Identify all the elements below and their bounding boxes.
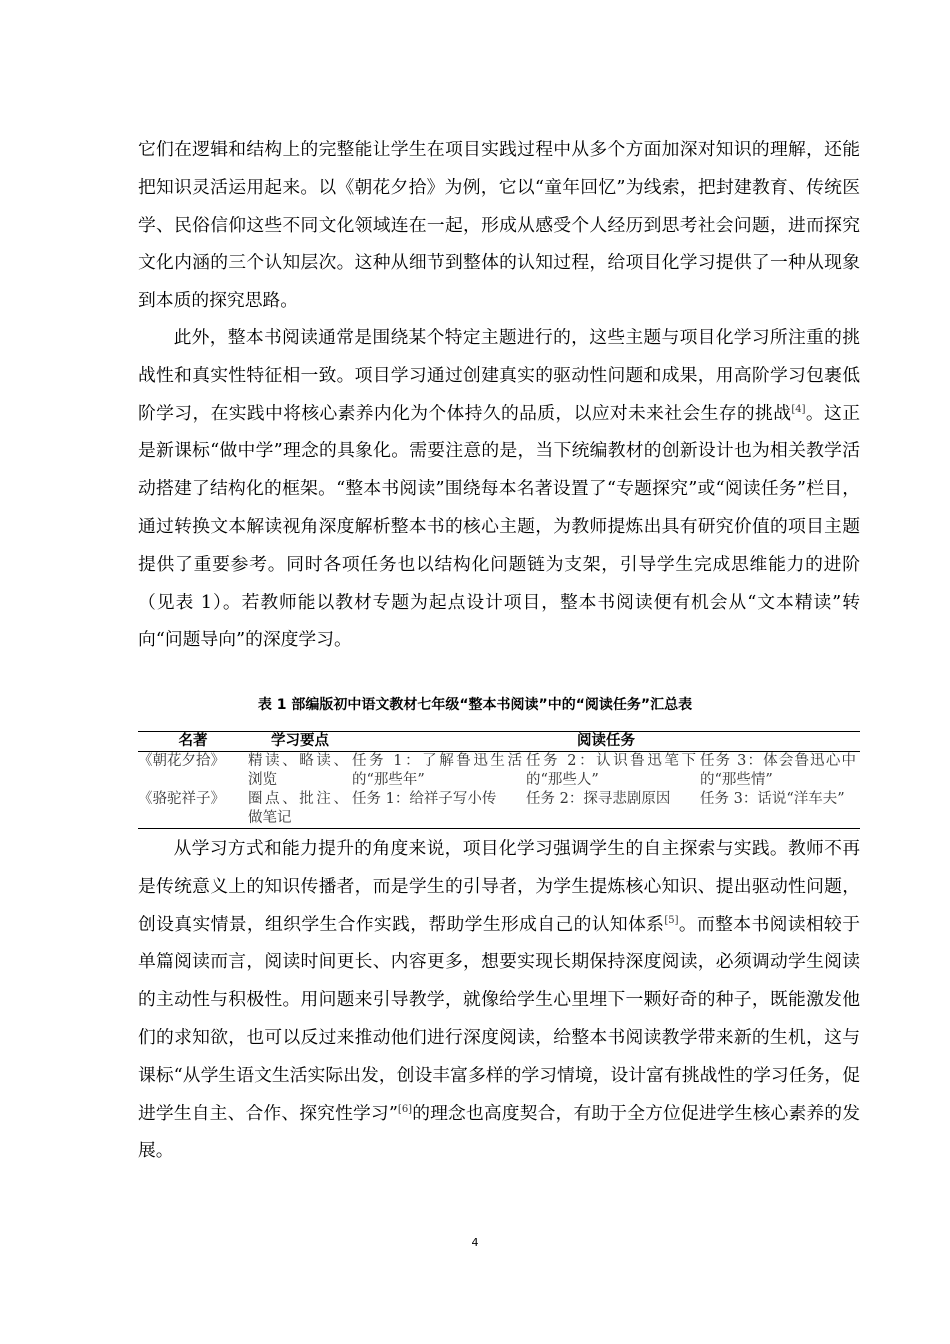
paragraph-text: 此外，整本书阅读通常是围绕某个特定主题进行的，这些主题与项目化学习所注重的挑战性和真实性特征相一致。项目学习通过创建真实的驱动性问题和成果，用高阶学习包裹低阶学习，在实践中将核心素养内化为个体持久的品质，以应对未来社会生存的挑战 bbox=[138, 327, 860, 424]
table-row bbox=[138, 790, 860, 829]
paragraph-text: 的理念也高度契合，有助于全方位促进学生核心素养的发展。 bbox=[138, 1102, 860, 1162]
cell-book: 《骆驼祥子》 bbox=[138, 791, 225, 807]
cell-task-1: 任务 1：给祥子写小传 bbox=[352, 791, 497, 807]
body-paragraph-3 bbox=[138, 830, 860, 1170]
citation-marker: [6] bbox=[397, 1103, 413, 1115]
table-row bbox=[138, 752, 860, 791]
header-book: 名著 bbox=[178, 733, 208, 749]
body-paragraph-2 bbox=[138, 319, 860, 659]
cell-task-2: 任务 2：认识鲁迅笔下的“那些人” bbox=[526, 753, 696, 788]
page-number: 4 bbox=[471, 1236, 479, 1249]
header-learning-points: 学习要点 bbox=[271, 733, 329, 749]
cell-book: 《朝花夕拾》 bbox=[138, 753, 225, 769]
citation-marker: [5] bbox=[664, 914, 679, 926]
header-reading-tasks: 阅读任务 bbox=[577, 733, 635, 749]
cell-learning-points: 圈点、批注、做笔记 bbox=[248, 791, 348, 826]
citation-marker: [4] bbox=[791, 403, 806, 415]
paragraph-text: 。而整本书阅读相较于单篇阅读而言，阅读时间更长、内容更多，想要实现长期保持深度阅读，必须调动学生阅读的主动性与积极性。用问题来引导教学，就像给学生心里埋下一颗好奇的种子，既能激发他们的求知欲，也可以反过来推动他们进行深度阅读，给整本书阅读教学带来新的生机，这与课标“从学生语文生活实际出发，创设丰富多样的学习情境，设计富有挑战性的学习任务，促进学生自主、合作、探究性学习” bbox=[138, 913, 860, 1124]
table-caption: 表 1 部编版初中语文教材七年级“整本书阅读”中的“阅读任务”汇总表 bbox=[257, 697, 693, 713]
body-paragraph-1 bbox=[138, 131, 860, 320]
cell-task-1: 任务 1：了解鲁迅生活的“那些年” bbox=[352, 753, 522, 788]
paragraph-text: 从学习方式和能力提升的角度来说，项目化学习强调学生的自主探索与实践。教师不再是传统意义上的知识传播者，而是学生的引导者，为学生提炼核心知识、提出驱动性问题，创设真实情景，组织学生合作实践，帮助学生形成自己的认知体系 bbox=[138, 838, 860, 935]
paragraph-text: 。这正是新课标“做中学”理念的具象化。需要注意的是，当下统编教材的创新设计也为相关教学活动搭建了结构化的框架。“整本书阅读”围绕每本名著设置了“专题探究”或“阅读任务”栏目，通过转换文本解读视角深度解析整本书的核心主题，为教师提炼出具有研究价值的项目主题提供了重要参考。同时各项任务也以结构化问题链为支架，引导学生完成思维能力的进阶（见表 1）。若教师能以教材专题为起点设计项目，整本书阅读便有机会从“文本精读”转向“问题导向”的深度学习。 bbox=[138, 402, 860, 651]
reading-tasks-table bbox=[138, 731, 860, 829]
cell-task-2: 任务 2：探寻悲剧原因 bbox=[526, 791, 671, 807]
cell-learning-points: 精读、略读、浏览 bbox=[248, 753, 348, 788]
table-header-row bbox=[138, 732, 860, 752]
cell-task-3: 任务 3：体会鲁迅心中的“那些情” bbox=[700, 753, 857, 788]
paragraph-text: 它们在逻辑和结构上的完整能让学生在项目实践过程中从多个方面加深对知识的理解，还能把知识灵活运用起来。以《朝花夕拾》为例，它以“童年回忆”为线索，把封建教育、传统医学、民俗信仰这些不同文化领域连在一起，形成从感受个人经历到思考社会问题，进而探究文化内涵的三个认知层次。这种从细节到整体的认知过程，给项目化学习提供了一种从现象到本质的探究思路。 bbox=[138, 139, 860, 312]
cell-task-3: 任务 3：话说“洋车夫” bbox=[700, 791, 845, 807]
